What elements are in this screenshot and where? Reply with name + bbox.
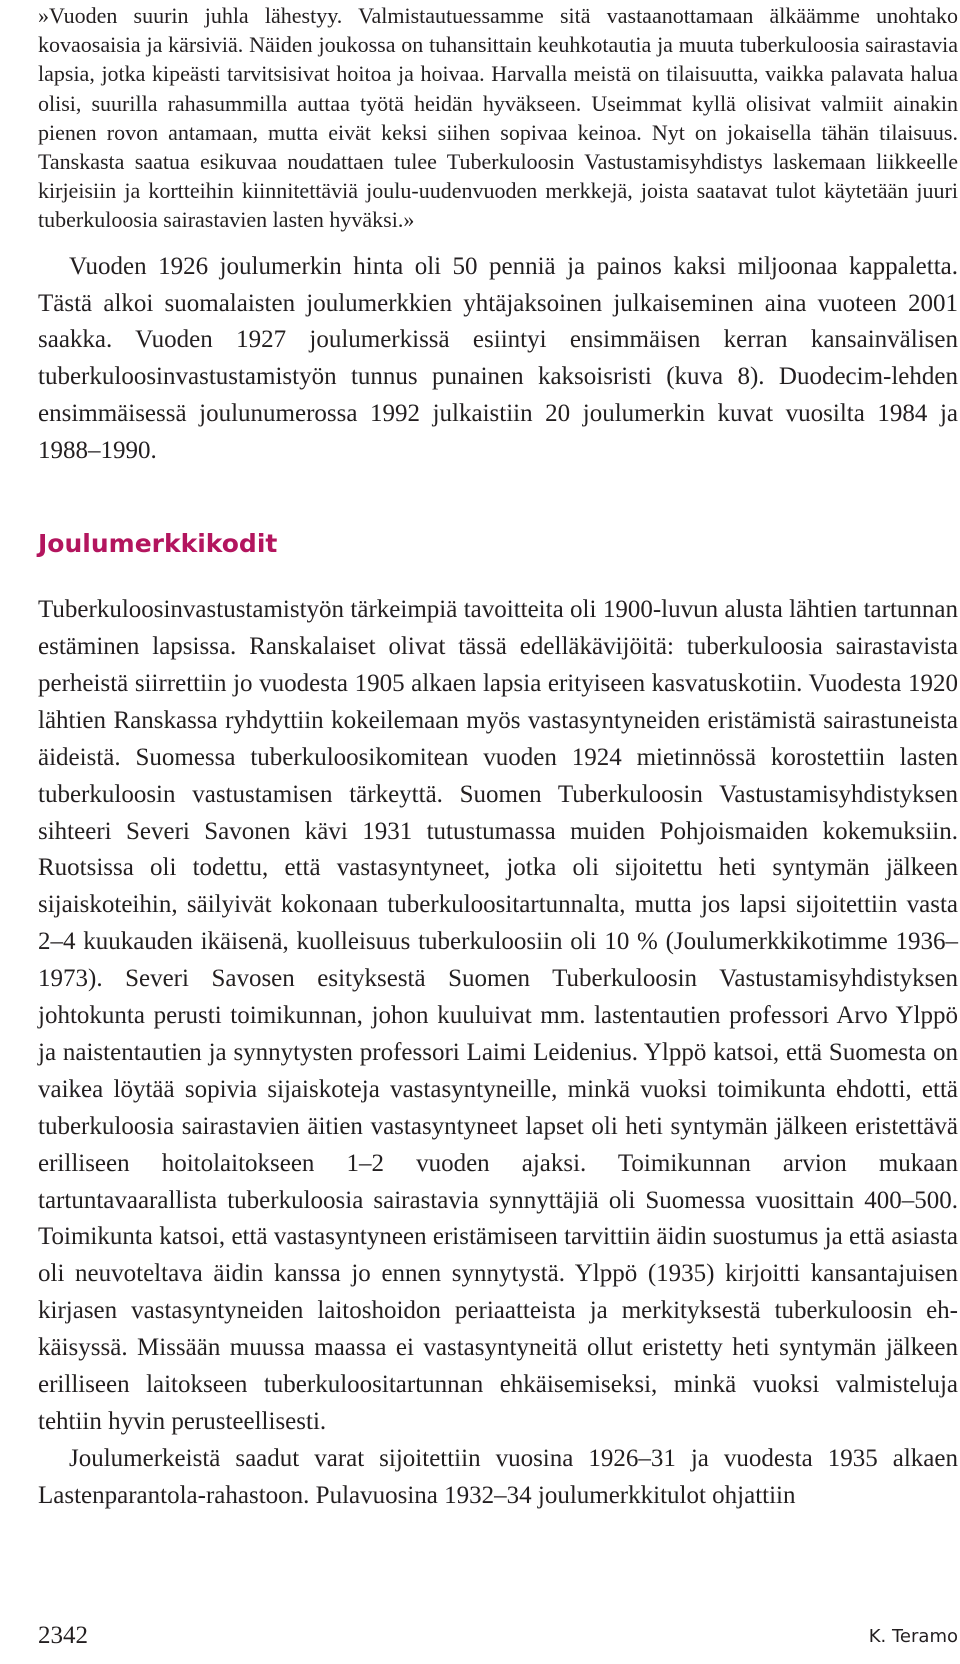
article-page bbox=[38, 0, 958, 1515]
section-heading: Joulumerkkikodit bbox=[38, 529, 278, 559]
paragraph-joulumerkki-1926: Vuoden 1926 joulumerkin hinta oli 50 penniä ja painos kaksi miljoonaa kappaletta. Tästä alkoi suomalaisten joulumerkkien yhtäjaksoinen julkaiseminen aina vuoteen 2001 saakka. Vuoden 1927 joulumerkissä esiintyi ensimmäisen kerran kansainvälisen tuberkuloosinvastustamistyön tunnus punainen kaksoisristi (kuva 8). Duodecim-lehden ensimmäisessä joulunumerossa 1992 julkaistiin 20 joulumerkin kuvat vuosilta 1984 ja 1988–1990. bbox=[38, 252, 958, 465]
page-number: 2342 bbox=[38, 1622, 88, 1649]
paragraph-tuberkuloosi: Tuberkuloosinvastustamistyön tärkeimpiä tavoitteita oli 1900-luvun alusta lähtien tartunnan estäminen lapsissa. Ranskalaiset olivat tässä edelläkävijöitä: tuberkuloosia sairastavista perheistä siirrettiin jo vuodesta 1905 alkaen lapsia erityiseen kasvatuskotiin. Vuodesta 1920 lähtien Ranskassa ryhdyttiin kokeilemaan myös vastasyntyneiden eristämistä sairastuneista äideistä. Suomessa tuberkuloosikomitean vuoden 1924 mietinnössä korostettiin lasten tuberkuloosin vastustamisen tärkeyttä. Suomen Tuberkuloosin Vastustamisyhdistyksen sihteeri Severi Savonen kävi 1931 tutustumassa muiden Pohjoismaiden kokemuksiin. Ruotsissa oli todettu, että vastasyntyneet, jotka oli sijoitettu heti syntymän jälkeen sijaiskoteihin, säilyivät kokonaan tuberkuloositartunnalta, mutta jos lapsi sijoitettiin vasta 2–4 kuukauden ikäisenä, kuolleisuus tuberkuloosiin oli 10 % (Joulumerkkikotimme 1936–1973). Severi Savosen esityksestä Suomen Tuberkuloosin Vastustamisyhdistyksen johtokunta perusti toimikunnan, johon kuuluivat mm. lastentautien professori Arvo Ylppö ja naistentautien ja synnytysten professori Laimi Leidenius. Ylppö katsoi, että Suomesta on vaikea löytää sopivia sijaiskoteja vastasyntyneille, minkä vuoksi toimikunta ehdotti, että tuberkuloosia sairastavien äitien vastasyntyneet lapset oli heti syntymän jälkeen eristettävä erilliseen hoitolaitokseen 1–2 vuoden ajaksi. Toimikunnan arvion mukaan tartuntavaarallista tuberkuloosia sairastavia synnyttäjiä oli Suomessa vuosittain 400–500. Toimikunta katsoi, että vastasyntyneen eristämiseen tarvittiin äidin suostumus ja että asiasta oli neuvoteltava äidin kanssa jo ennen synnytystä. Ylppö (1935) kirjoitti kansantajuisen kirjasen vastasyntyneiden laitoshoidon periaatteista ja merkityksestä tuberkuloosin ehkäisyssä. Missään muussa maassa ei vastasyntyneitä ollut eristetty heti syntymän jälkeen erilliseen laitokseen tuberkuloositartunnan ehkäisemiseksi, minkä vuoksi valmisteluja tehtiin hyvin perusteellisesti. bbox=[38, 596, 958, 1435]
author-name: K. Teramo bbox=[868, 1626, 958, 1647]
quote-paragraph: »Vuoden suurin juhla lähestyy. Valmistautuessamme sitä vastaanottamaan älkäämme unohtako kovaosaisia ja kärsiviä. Näiden joukossa on tuhansittain keuhkotautia ja muuta tuberkuloosia sairastavia lapsia, jotka kipeästi tarvitsisivat hoitoa ja hoivaa. Harvalla meistä on tilaisuutta, vaikka palavata halua olisi, suurilla rahasummilla auttaa työtä heidän hyväkseen. Useimmat kyllä olisivat valmiit ainakin pienen rovon antamaan, mutta eivät keksi siihen sopivaa keinoa. Nyt on jokaisella tähän tilaisuus. Tanskasta saatua esikuvaa noudattaen tulee Tuberkuloosin Vastustamisyhdistys laskemaan liikkeelle kirjeisiin ja kortteihin kiinnitettäviä joulu-uudenvuoden merkkejä, joista saatavat tulot käytetään juuri tuberkuloosia sairastavien lasten hyväksi.» bbox=[38, 3, 958, 233]
page-footer bbox=[38, 1618, 958, 1654]
paragraph-varat: Joulumerkeistä saadut varat sijoitettiin vuosina 1926–31 ja vuodesta 1935 alkaen Lastenparantola-rahastoon. Pulavuosina 1932–34 joulumerkkitulot ohjattiin bbox=[38, 1444, 958, 1509]
